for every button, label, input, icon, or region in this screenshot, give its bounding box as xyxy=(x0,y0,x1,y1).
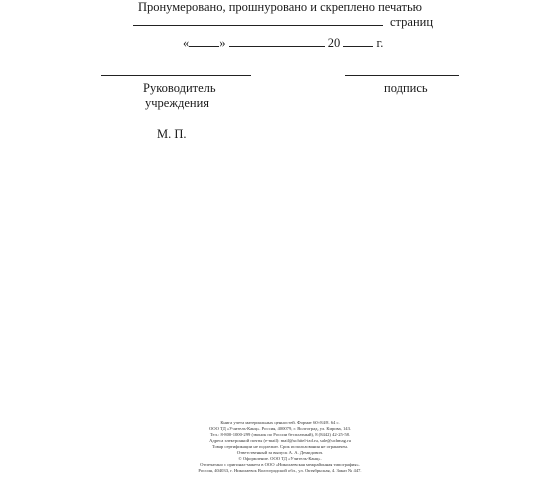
date-century: 20 xyxy=(327,36,341,50)
head-label-line2: учреждения xyxy=(145,96,210,110)
imprint-line: Россия, 404033, г. Николаевск Волгоградской обл., ул. Октябрьская, 4. Заказ № 447. xyxy=(198,468,362,473)
date-year-suffix: г. xyxy=(376,36,384,50)
publisher-imprint xyxy=(0,420,560,474)
date-close-quote: » xyxy=(219,36,226,50)
date-month-blank xyxy=(229,36,325,47)
signature-line xyxy=(345,75,459,76)
imprint-line: Тел.: 8-800-1000-299 (звонок по России бесплатный), 8 (8442) 42-25-58. xyxy=(209,432,351,437)
numbered-laced-sealed-heading: Пронумеровано, прошнуровано и скреплено печатью xyxy=(137,0,423,14)
pages-count-line xyxy=(133,15,433,29)
pages-suffix: страниц xyxy=(390,15,434,29)
imprint-line: Отпечатано с оригинал-макета в ООО «Николаевская межрайонная типография». xyxy=(200,462,360,467)
stamp-place-label: М. П. xyxy=(157,127,187,141)
head-of-institution-label xyxy=(143,81,216,111)
imprint-line: Ответственный за выпуск А. А. Демидович. xyxy=(236,450,324,455)
head-signature-line xyxy=(101,75,251,76)
date-year-blank xyxy=(343,36,373,47)
pages-count-blank xyxy=(133,15,383,26)
signature-label: подпись xyxy=(384,81,428,95)
date-line xyxy=(183,36,383,50)
imprint-line: Товар сертификации не подлежит. Срок использования не ограничен. xyxy=(212,444,348,449)
date-day-blank xyxy=(189,36,219,47)
imprint-line: Адреса электронной почты (e-mail): mail@uchitel-izd.ru, sale@uchmag.ru xyxy=(209,438,351,443)
imprint-line: ООО ТД «Учитель-Канц». Россия, 400079, г. Волгоград, ул. Кирова, 143. xyxy=(208,426,352,431)
imprint-line: Книга учета материальных ценностей. Формат 60×84/8. 64 с. xyxy=(220,420,340,425)
imprint-line: © Оформление. ООО ТД «Учитель-Канц». xyxy=(238,456,322,461)
date-open-quote: « xyxy=(183,36,190,50)
head-label-line1: Руководитель xyxy=(143,81,216,95)
